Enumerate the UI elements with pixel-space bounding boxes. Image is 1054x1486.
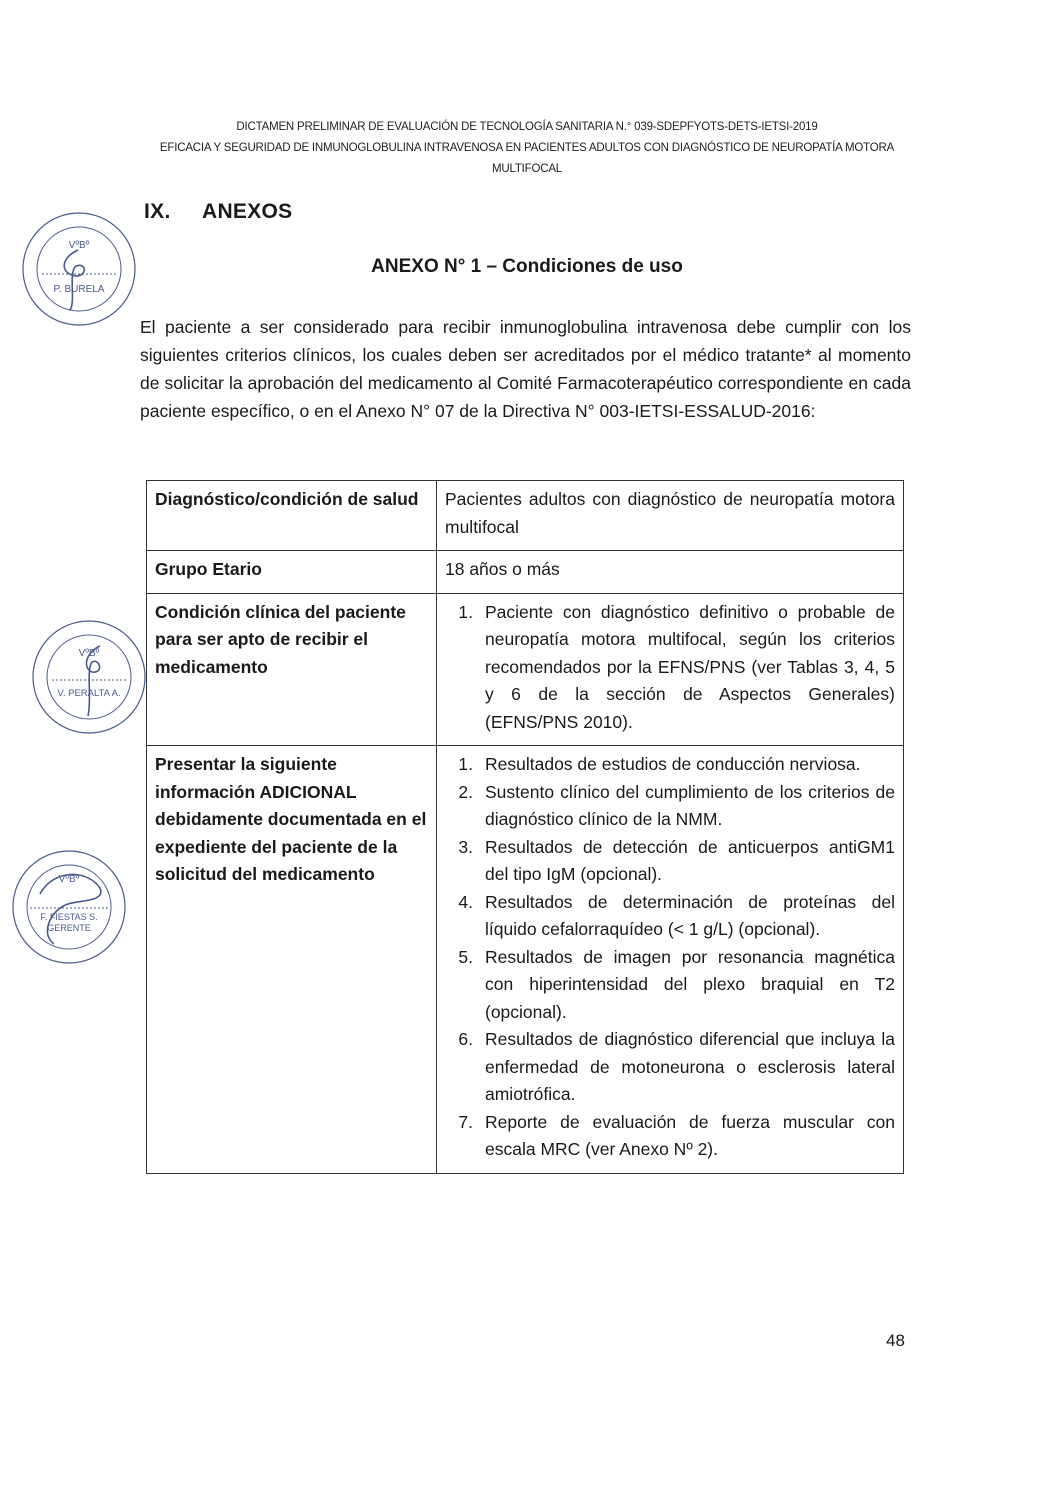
item-text: Resultados de estudios de conducción nerviosa. bbox=[485, 754, 861, 774]
header-line-3: MULTIFOCAL bbox=[492, 163, 562, 175]
seal-icon bbox=[10, 848, 128, 966]
page-number: 48 bbox=[886, 1331, 905, 1350]
list-item bbox=[445, 779, 895, 834]
conditions-table bbox=[146, 480, 904, 1174]
approval-stamp-1 bbox=[20, 210, 138, 328]
item-number: 3. bbox=[458, 836, 473, 857]
row-value bbox=[437, 593, 904, 746]
item-number: 1. bbox=[458, 601, 473, 622]
item-number: 6. bbox=[458, 1029, 473, 1049]
row-value: 18 años o más bbox=[437, 551, 904, 594]
section-number: IX. bbox=[144, 200, 171, 223]
item-text: Sustento clínico del cumplimiento de los criterios de diagnóstico clínico de la NMM. bbox=[485, 781, 895, 829]
item-number: 7. bbox=[458, 1111, 473, 1132]
item-number: 4. bbox=[458, 891, 473, 912]
section-title-text: ANEXOS bbox=[202, 200, 293, 223]
intro-paragraph: El paciente a ser considerado para recibir inmunoglobulina intravenosa debe cumplir con los siguientes criterios clínicos, los cuales deben ser acreditados por el médico tratante* al momento de solicitar la aprobación del medicamento al Comité Farmacoterapéutico correspondiente en cada paciente específico, o en el Anexo N° 07 de la Directiva N° 003-IETSI-ESSALUD-2016: bbox=[140, 317, 911, 421]
criteria-list bbox=[445, 751, 895, 1164]
stamp-vb: VºBº bbox=[68, 240, 90, 251]
document-header bbox=[120, 117, 934, 180]
item-text: Resultados de imagen por resonancia magnética con hiperintensidad del plexo braquial en T2 (opcional). bbox=[485, 946, 895, 1022]
table-row bbox=[147, 481, 904, 551]
item-number: 2. bbox=[458, 781, 473, 802]
item-number: 1. bbox=[458, 754, 473, 774]
item-text: Resultados de determinación de proteínas del líquido cefalorraquídeo (< 1 g/L) (opcional). bbox=[485, 891, 895, 939]
annex-title: ANEXO N° 1 – Condiciones de uso bbox=[371, 256, 683, 277]
table-row bbox=[147, 746, 904, 1174]
item-number: 5. bbox=[458, 946, 473, 967]
criteria-list bbox=[445, 599, 895, 737]
stamp-name: V. PERALTA A. bbox=[57, 688, 121, 699]
stamp-name: P. BURELA bbox=[53, 284, 105, 295]
stamp-name: F. FIESTAS S. bbox=[40, 912, 98, 922]
list-item bbox=[445, 1026, 895, 1109]
approval-stamp-2 bbox=[30, 618, 148, 736]
section-heading bbox=[144, 200, 293, 224]
list-item bbox=[445, 751, 895, 779]
row-label: Grupo Etario bbox=[147, 551, 437, 594]
header-line-2: EFICACIA Y SEGURIDAD DE INMUNOGLOBULINA INTRAVENOSA EN PACIENTES ADULTOS CON DIAGNÓSTICO DE NEUROPATÍA MOTORA bbox=[159, 142, 895, 154]
item-text: Resultados de diagnóstico diferencial que incluya la enfermedad de motoneurona o esclerosis lateral amiotrófica. bbox=[485, 1029, 895, 1104]
item-text: Paciente con diagnóstico definitivo o probable de neuropatía motora multifocal, según los criterios recomendados por la EFNS/PNS (ver Tablas 3, 4, 5 y 6 de la sección de Aspectos Generales) (EFNS/PNS 2010). bbox=[485, 601, 895, 732]
approval-stamp-3 bbox=[10, 848, 128, 966]
seal-icon bbox=[20, 210, 138, 328]
row-label: Presentar la siguiente información ADICIONAL debidamente documentada en el expediente del paciente de la solicitud del medicamento bbox=[147, 746, 437, 1174]
header-line-1: DICTAMEN PRELIMINAR DE EVALUACIÓN DE TECNOLOGÍA SANITARIA N.° 039-SDEPFYOTS-DETS-IETSI-2019 bbox=[236, 121, 818, 133]
row-value bbox=[437, 746, 904, 1174]
item-text: Reporte de evaluación de fuerza muscular con escala MRC (ver Anexo Nº 2). bbox=[485, 1111, 895, 1159]
list-item bbox=[445, 1109, 895, 1164]
stamp-vb: VºBº bbox=[78, 648, 100, 659]
table-row bbox=[147, 593, 904, 746]
list-item bbox=[445, 944, 895, 1027]
list-item bbox=[445, 599, 895, 737]
list-item bbox=[445, 834, 895, 889]
row-value: Pacientes adultos con diagnóstico de neuropatía motora multifocal bbox=[437, 481, 904, 551]
list-item bbox=[445, 889, 895, 944]
row-label: Condición clínica del paciente para ser apto de recibir el medicamento bbox=[147, 593, 437, 746]
row-label: Diagnóstico/condición de salud bbox=[147, 481, 437, 551]
item-text: Resultados de detección de anticuerpos antiGM1 del tipo IgM (opcional). bbox=[485, 836, 895, 884]
stamp-vb: VºBº bbox=[58, 874, 80, 885]
stamp-role: GERENTE bbox=[47, 923, 91, 933]
table-row bbox=[147, 551, 904, 594]
seal-icon bbox=[30, 618, 148, 736]
